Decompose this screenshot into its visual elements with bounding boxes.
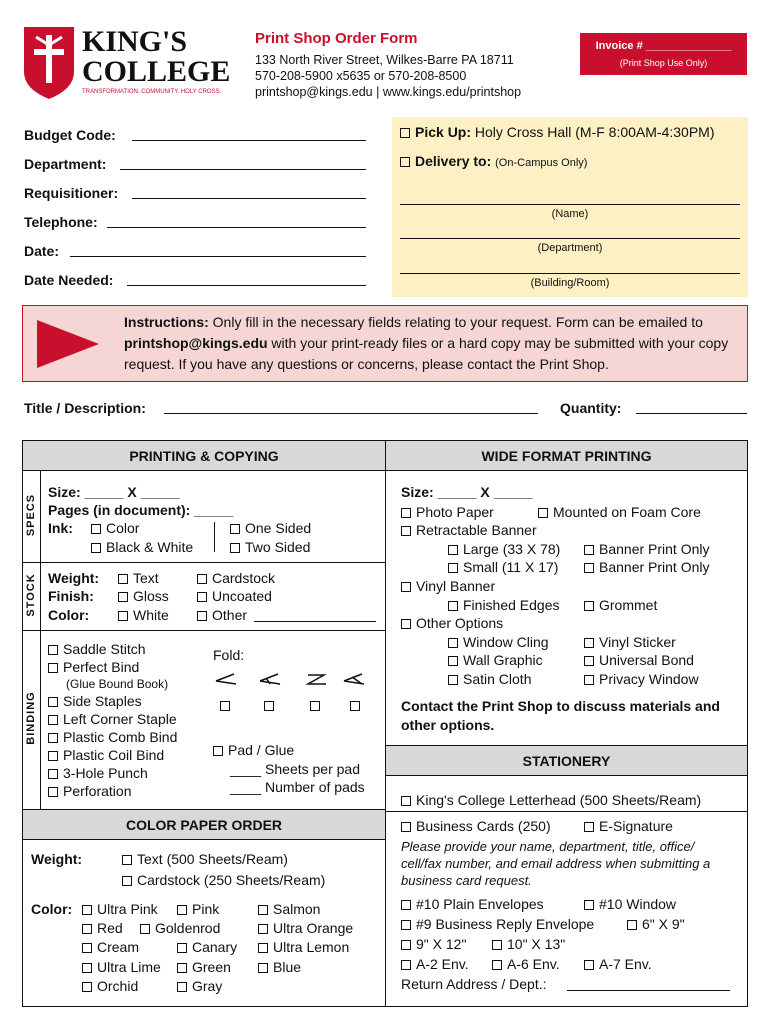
- st-a6[interactable]: A-6 Env.: [492, 956, 560, 972]
- date-label: Date:: [24, 243, 60, 259]
- delivery-name-field[interactable]: [400, 204, 740, 205]
- department-label: Department:: [24, 156, 107, 172]
- requisitioner-field[interactable]: [132, 198, 366, 199]
- cp-weight-label: Weight:: [31, 851, 83, 867]
- st-a2[interactable]: A-2 Env.: [401, 956, 469, 972]
- binding-punch[interactable]: 3-Hole Punch: [48, 765, 148, 781]
- wide-small[interactable]: Small (11 X 17): [448, 559, 558, 575]
- delivery-room-field[interactable]: [400, 273, 740, 274]
- quantity-label: Quantity:: [560, 400, 622, 416]
- delivery-box: [392, 117, 748, 297]
- invoice-box: [580, 33, 747, 75]
- stock-gloss[interactable]: Gloss: [118, 588, 169, 604]
- title-desc-field[interactable]: [164, 413, 538, 414]
- invoice-label: Invoice # ______________: [595, 40, 732, 52]
- logo: [24, 27, 234, 99]
- cp-ultra-lime[interactable]: Ultra Lime: [82, 959, 161, 975]
- stock-text[interactable]: Text: [118, 570, 159, 586]
- st-env10[interactable]: #10 Plain Envelopes: [401, 896, 544, 912]
- requisitioner-label: Requisitioner:: [24, 185, 119, 201]
- binding-comb[interactable]: Plastic Comb Bind: [48, 729, 177, 745]
- date-needed-field[interactable]: [127, 285, 366, 286]
- wide-sticker[interactable]: Vinyl Sticker: [584, 634, 676, 650]
- cp-pink[interactable]: Pink: [177, 901, 219, 917]
- st-return-field[interactable]: [567, 990, 730, 991]
- cp-orchid[interactable]: Orchid: [82, 978, 138, 994]
- invoice-note: (Print Shop Use Only): [619, 58, 708, 68]
- fold-icons: [214, 672, 364, 686]
- cp-cream[interactable]: Cream: [82, 939, 139, 955]
- quantity-field[interactable]: [636, 413, 747, 414]
- wide-edges[interactable]: Finished Edges: [448, 597, 560, 613]
- budget-code-field[interactable]: [132, 140, 366, 141]
- fold-half-icon: [216, 674, 236, 684]
- contact: printshop@kings.edu | www.kings.edu/printshop: [255, 85, 522, 99]
- cp-color-label: Color:: [31, 901, 73, 917]
- cp-ultra-orange[interactable]: Ultra Orange: [258, 920, 353, 936]
- color-paper-header: COLOR PAPER ORDER: [23, 810, 385, 840]
- cp-gray[interactable]: Gray: [177, 978, 222, 994]
- wide-large[interactable]: Large (33 X 78): [448, 541, 560, 557]
- phone: 570-208-5900 x5635 or 570-208-8500: [255, 69, 467, 83]
- sheets-per-pad[interactable]: ____ Sheets per pad: [230, 761, 360, 777]
- cp-text[interactable]: Text (500 Sheets/Ream): [122, 851, 288, 867]
- binding-label: BINDING: [25, 691, 37, 745]
- binding-coil[interactable]: Plastic Coil Bind: [48, 747, 164, 763]
- stock-white[interactable]: White: [118, 607, 169, 623]
- instructions-text: Instructions: Only fill in the necessary fields relating to your request. Form can be emailed to printshop@kings.edu with your print-ready files or a hard copy may be submitted with your copy request. If you have any questions or concerns, please contact the Print Shop.: [124, 314, 729, 372]
- st-return-label: Return Address / Dept.:: [401, 976, 547, 992]
- weight-label: Weight:: [48, 570, 100, 586]
- logo-name-2: COLLEGE: [82, 55, 231, 88]
- title-desc-label: Title / Description:: [24, 400, 146, 416]
- address: 133 North River Street, Wilkes-Barre PA 18711: [255, 53, 514, 67]
- cp-salmon[interactable]: Salmon: [258, 901, 320, 917]
- date-needed-label: Date Needed:: [24, 272, 114, 288]
- fold-z-icon: [308, 675, 326, 684]
- wide-bond[interactable]: Universal Bond: [584, 652, 694, 668]
- telephone-field[interactable]: [107, 227, 366, 228]
- st-a7[interactable]: A-7 Env.: [584, 956, 652, 972]
- arrow-icon: [37, 320, 99, 368]
- binding-perfect[interactable]: Perfect Bind: [48, 659, 139, 675]
- logo-name-1: KING'S: [82, 25, 188, 58]
- binding-corner[interactable]: Left Corner Staple: [48, 711, 177, 727]
- binding-perf[interactable]: Perforation: [48, 783, 131, 799]
- st-esig[interactable]: E-Signature: [584, 818, 673, 834]
- department-field[interactable]: [120, 169, 366, 170]
- cp-green[interactable]: Green: [177, 959, 231, 975]
- st-six[interactable]: 6" X 9": [627, 916, 685, 932]
- two-sided[interactable]: Two Sided: [230, 539, 310, 555]
- one-sided[interactable]: One Sided: [230, 520, 311, 536]
- fold-half-check[interactable]: [220, 697, 235, 713]
- cp-goldenrod[interactable]: Goldenrod: [140, 920, 220, 936]
- fold-gate-icon: [344, 674, 364, 684]
- wide-wall[interactable]: Wall Graphic: [448, 652, 543, 668]
- stock-cardstock[interactable]: Cardstock: [197, 570, 275, 586]
- delivery-option[interactable]: Delivery to: (On-Campus Only): [400, 153, 587, 169]
- wide-banner[interactable]: Retractable Banner: [401, 522, 537, 538]
- fold-tri-check[interactable]: [264, 697, 279, 713]
- stock-uncoated[interactable]: Uncoated: [197, 588, 272, 604]
- date-field[interactable]: [70, 256, 366, 257]
- specs-label: SPECS: [25, 493, 37, 537]
- st-cards[interactable]: Business Cards (250): [401, 818, 551, 834]
- cp-cardstock[interactable]: Cardstock (250 Sheets/Ream): [122, 872, 325, 888]
- delivery-dept-field[interactable]: [400, 238, 740, 239]
- wide-photo[interactable]: Photo Paper: [401, 504, 494, 520]
- printing-header: PRINTING & COPYING: [23, 441, 385, 471]
- stock-other[interactable]: Other: [197, 607, 247, 623]
- finish-label: Finish:: [48, 588, 94, 604]
- print-size[interactable]: Size: _____ X _____: [48, 484, 180, 500]
- fold-z-check[interactable]: [310, 697, 325, 713]
- wide-bpo2[interactable]: Banner Print Only: [584, 559, 710, 575]
- binding-saddle[interactable]: Saddle Stitch: [48, 641, 146, 657]
- wide-size[interactable]: Size: _____ X _____: [401, 484, 533, 500]
- budget-code-label: Budget Code:: [24, 127, 116, 143]
- st-win10[interactable]: #10 Window: [584, 896, 676, 912]
- wide-vinyl[interactable]: Vinyl Banner: [401, 578, 495, 594]
- cp-blue[interactable]: Blue: [258, 959, 301, 975]
- st-nine[interactable]: 9" X 12": [401, 936, 466, 952]
- fold-gate-check[interactable]: [350, 697, 365, 713]
- wide-bpo1[interactable]: Banner Print Only: [584, 541, 710, 557]
- cp-canary[interactable]: Canary: [177, 939, 237, 955]
- delivery-dept-label: (Department): [537, 242, 603, 254]
- wide-contact: Contact the Print Shop to discuss materials and other options.: [401, 698, 720, 733]
- stationery-header: STATIONERY: [386, 746, 747, 776]
- binding-side[interactable]: Side Staples: [48, 693, 142, 709]
- st-ten[interactable]: 10" X 13": [492, 936, 565, 952]
- st-letterhead[interactable]: King's College Letterhead (500 Sheets/Ream): [401, 792, 701, 808]
- delivery-room-label: (Building/Room): [530, 277, 610, 289]
- wide-other[interactable]: Other Options: [401, 615, 503, 631]
- glue-note: (Glue Bound Book): [66, 677, 169, 691]
- pad-glue[interactable]: Pad / Glue: [213, 742, 294, 758]
- ink-bw[interactable]: Black & White: [91, 539, 193, 555]
- pickup-option[interactable]: Pick Up: Holy Cross Hall (M-F 8:00AM-4:30PM): [400, 124, 715, 140]
- st-reply[interactable]: #9 Business Reply Envelope: [401, 916, 594, 932]
- cp-ultra-lemon[interactable]: Ultra Lemon: [258, 939, 349, 955]
- ink-label: Ink:: [48, 520, 73, 536]
- cp-red[interactable]: Red: [82, 920, 123, 936]
- cp-ultra-pink[interactable]: Ultra Pink: [82, 901, 158, 917]
- instructions-box: [22, 305, 748, 382]
- delivery-name-label: (Name): [551, 208, 589, 220]
- stock-label: STOCK: [25, 573, 37, 617]
- shield-logo-icon: [24, 27, 74, 99]
- wide-grommet[interactable]: Grommet: [584, 597, 657, 613]
- wide-window[interactable]: Window Cling: [448, 634, 549, 650]
- fold-tri-icon: [260, 674, 280, 684]
- wide-satin[interactable]: Satin Cloth: [448, 671, 531, 687]
- wide-privacy[interactable]: Privacy Window: [584, 671, 699, 687]
- stock-color-label: Color:: [48, 607, 90, 623]
- wide-foam[interactable]: Mounted on Foam Core: [538, 504, 701, 520]
- st-note: Please provide your name, department, title, office/ cell/fax number, and email address when submitting a business card request.: [401, 839, 711, 888]
- logo-tagline: TRANSFORMATION. COMMUNITY. HOLY CROSS.: [82, 89, 222, 95]
- fold-label: Fold:: [213, 647, 245, 663]
- ink-color[interactable]: Color: [91, 520, 139, 536]
- number-of-pads[interactable]: ____ Number of pads: [230, 779, 365, 795]
- print-pages[interactable]: Pages (in document): _____: [48, 502, 234, 518]
- form-title: Print Shop Order Form: [255, 30, 418, 47]
- wide-format-header: WIDE FORMAT PRINTING: [386, 441, 747, 471]
- telephone-label: Telephone:: [24, 214, 98, 230]
